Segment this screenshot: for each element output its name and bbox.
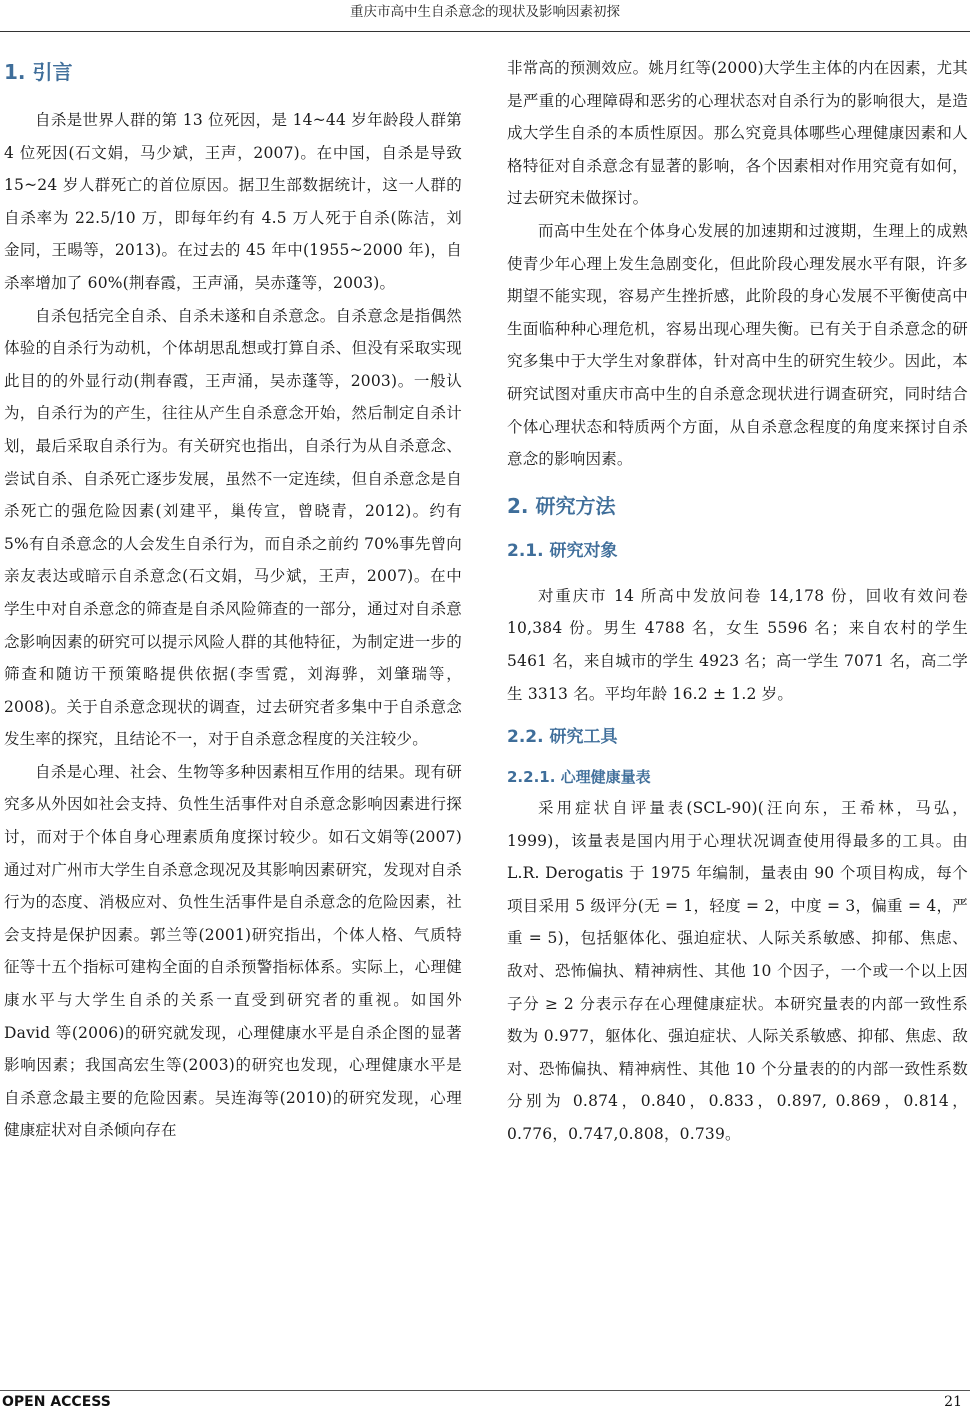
paragraph-6: 采用症状自评量表(SCL-90)(汪向东，王希林，马弘，1999)，该量表是国内用于心理状况调查使用得最多的工具。由 L.R. Derogatis 于 1975 年编制，量表由 90 个项目构成，每个项目采用 5 级评分(无 = 1，轻度 = 2，中度 = 3，偏重 = 4，严重 = 5)，包括躯体化、强迫症状、人际关系敏感、抑郁、焦虑、敌对、恐怖偏执、精神病性、其他 10 个因子，一个或一个以上因子分 ≥ 2 分表示存在心理健康症状。本研究量表的内部一致性系数为 0.977，躯体化、强迫症状、人际关系敏感、抑郁、焦虑、敌对、恐怖偏执、精神病性、其他 10 个分量表的的内部一致性系数分别为 0.874，0.840，0.833，0.897, 0.869，0.814，0.776，0.747,0.808，0.739。 xyxy=(507,799,968,1144)
footer-rule xyxy=(0,1390,970,1391)
header-rule xyxy=(0,31,970,32)
section-1-title: 1. 引言 xyxy=(4,60,73,84)
subsection-2-2-title: 2.2. 研究工具 xyxy=(507,727,618,748)
subsection-2-2-1-title: 2.2.1. 心理健康量表 xyxy=(507,768,651,787)
subsection-2-1-title: 2.1. 研究对象 xyxy=(507,540,618,561)
paragraph-1: 自杀是世界人群的第 13 位死因，是 14~44 岁年龄段人群第 4 位死因(石文娟，马少斌，王声，2007)。在中国，自杀是导致 15~24 岁人群死亡的首位原因。据卫生部数据统计，这一人群的自杀率为 22.5/10 万，即每年约有 4.5 万人死于自杀(陈洁，刘金同，王暘等，2013)。在过去的 45 年中(1955~2000 年)，自杀率增加了 60%(荆春霞，王声涌，吴赤蓬等，2003)。 xyxy=(4,111,462,292)
paragraph-3: 自杀是心理、社会、生物等多种因素相互作用的结果。现有研究多从外因如社会支持、负性生活事件对自杀意念影响因素进行探讨，而对于个体自身心理素质角度探讨较少。如石文娟等(2007)通过对广州市大学生自杀意念现况及其影响因素研究，发现对自杀行为的态度、消极应对、负性生活事件是自杀意念的危险因素，社会支持是保护因素。郭兰等(2001)研究指出，个体人格、气质特征等十五个指标可建构全面的自杀预警指标体系。实际上，心理健康水平与大学生自杀的关系一直受到研究者的重视。如国外 David 等(2006)的研究就发现，心理健康水平是自杀企图的显著影响因素；我国高宏生等(2003)的研究也发现，心理健康水平是自杀意念最主要的危险因素。吴连海等(2010)的研究发现，心理健康症状对自杀倾向存在 xyxy=(4,762,462,1140)
paragraph-2: 自杀包括完全自杀、自杀未遂和自杀意念。自杀意念是指偶然体验的自杀行为动机，个体胡思乱想或打算自杀、但没有采取实现此目的的外显行动(荆春霞，王声涌，吴赤蓬等，2003)。一般认为，自杀行为的产生，往往从产生自杀意念开始，然后制定自杀计划，最后采取自杀行为。有关研究也指出，自杀行为从自杀意念、尝试自杀、自杀死亡逐步发展，虽然不一定连续，但自杀意念是自杀死亡的强危险因素(刘建平，巢传宣，曾晓青，2012)。约有 5%有自杀意念的人会发生自杀行为，而自杀之前约 70%事先曾向亲友表达或暗示自杀意念(石文娟，马少斌，王声，2007)。在中学生中对自杀意念的筛查是自杀风险筛查的一部分，通过对自杀意念影响因素的研究可以提示风险人群的其他特征，为制定进一步的筛查和随访干预策略提供依据(李雪霓，刘海骅，刘肇瑞等，2008)。关于自杀意念现状的调查，过去研究者多集中于自杀意念发生率的探究，且结论不一，对于自杀意念程度的关注较少。 xyxy=(4,306,462,749)
journal-label: OPEN ACCESS xyxy=(2,1394,111,1410)
page-number: 21 xyxy=(944,1394,962,1410)
left-column xyxy=(0,52,462,1382)
paragraph-4: 而高中生处在个体身心发展的加速期和过渡期，生理上的成熟使青少年心理上发生急剧变化，但此阶段心理发展水平有限，许多期望不能实现，容易产生挫折感，此阶段的身心发展不平衡使高中生面临种种心理危机，容易出现心理失衡。已有关于自杀意念的研究多集中于大学生对象群体，针对高中生的研究生较少。因此，本研究试图对重庆市高中生的自杀意念现状进行调查研究，同时结合个体心理状态和特质两个方面，从自杀意念程度的角度来探讨自杀意念的影响因素。 xyxy=(507,221,968,469)
section-2-title: 2. 研究方法 xyxy=(507,493,616,518)
paragraph-3-continued: 非常高的预测效应。姚月红等(2000)大学生主体的内在因素，尤其是严重的心理障碍和恶劣的心理状态对自杀行为的影响很大，是造成大学生自杀的本质性原因。那么究竟具体哪些心理健康因素和人格特征对自杀意念有显著的影响，各个因素相对作用究竟有如何，过去研究未做探讨。 xyxy=(507,59,968,208)
running-header: 重庆市高中生自杀意念的现状及影响因素初探 xyxy=(350,4,620,20)
right-column xyxy=(507,52,968,1382)
paragraph-5: 对重庆市 14 所高中发放问卷 14,178 份，回收有效问卷 10,384 份。男生 4788 名，女生 5596 名；来自农村的学生 5461 名，来自城市的学生 4923 名；高一学生 7071 名，高二学生 3313 名。平均年龄 16.2 ± 1.2 岁。 xyxy=(507,586,968,703)
